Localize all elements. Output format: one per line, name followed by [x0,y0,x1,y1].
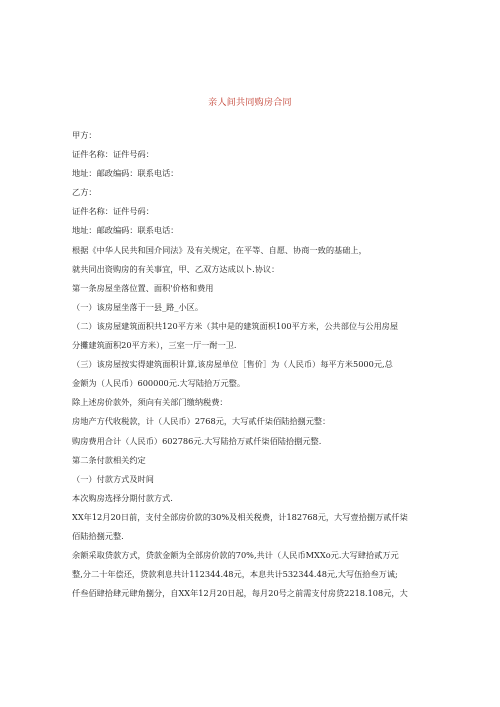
text-line: 地址：邮政编码：联系电话： [72,225,179,236]
text-line: 本次购房选择分期付款方式. [72,492,173,503]
text-line: （三）该房屋按实得建筑面积计算,该房屋单位［售价］为（人民币）每平方米5000元,总 [72,359,393,370]
document-title: 亲人间共同购房合同 [208,98,292,108]
text-line: 根据《中华人民共和国介同法》及有关规定，在平等、自愿、协商一致的基础上， [72,244,367,255]
text-line: 仟叁佰肆拾肆元肆角捌分，自XX年12月20日起，每月20号之前需支付房贷2218.108元，大 [72,588,408,599]
text-line: 第二条付款相关约定 [72,454,146,465]
text-line: 佰陆拾捌元整. [72,530,124,541]
text-line: XX年12月20日前，支付全部房价款的30%及相关税费，计182768元，大写壹拾捌万贰仟柒 [72,511,408,522]
text-line: 甲方： [72,130,97,140]
text-line: 整,分二十年偿还，贷款利息共计112344.48元，本息共计532344.48元,大写伍拾叁万诚; [72,569,398,580]
text-line: （二）该房屋建筑面积共120平方米（其中是的建筑面枳100平方米，公共部位与公用房屋 [72,320,399,331]
text-line: （一）该房屋坐落于一县_路_小区。 [72,301,204,312]
text-line: 金额为（人民币）600000元.大写陆拾万元整。 [72,378,246,389]
text-line: 证件名称：证件号码： [72,149,154,160]
text-line: 地址：邮政编码：联系电话： [72,168,179,179]
text-line: 第一条房屋坐落位置、面积'价格和费用 [72,282,214,293]
document-body [72,126,434,603]
text-line: 除上述房价款外，须向有关部门缴纳税费： [72,397,228,408]
text-line: 证件名称：证件号码： [72,206,154,217]
text-line: 乙方： [72,187,97,198]
text-line: 余额采取贷款方式，贷款金额为全部房价款的70%,共计（人民币MXXo元.大写肆拾贰万元 [72,550,399,561]
text-line: （一）付款方式及时间 [72,473,154,484]
text-line: 房地产方代收税款，计（人民币）2768元，大写贰仟柒佰陆拾捌元整： [72,416,331,427]
text-line: 分攤建筑面积20平方米），三室一厅一酎一卫. [72,340,237,351]
text-line: 购房费用合计（人民币）602786元.大写陆拾万贰仟柒佰陆拾捌元整. [72,435,322,446]
text-line: 就共同出资购房的有关事宜，甲、乙双方达成以卜.协议： [72,263,280,274]
